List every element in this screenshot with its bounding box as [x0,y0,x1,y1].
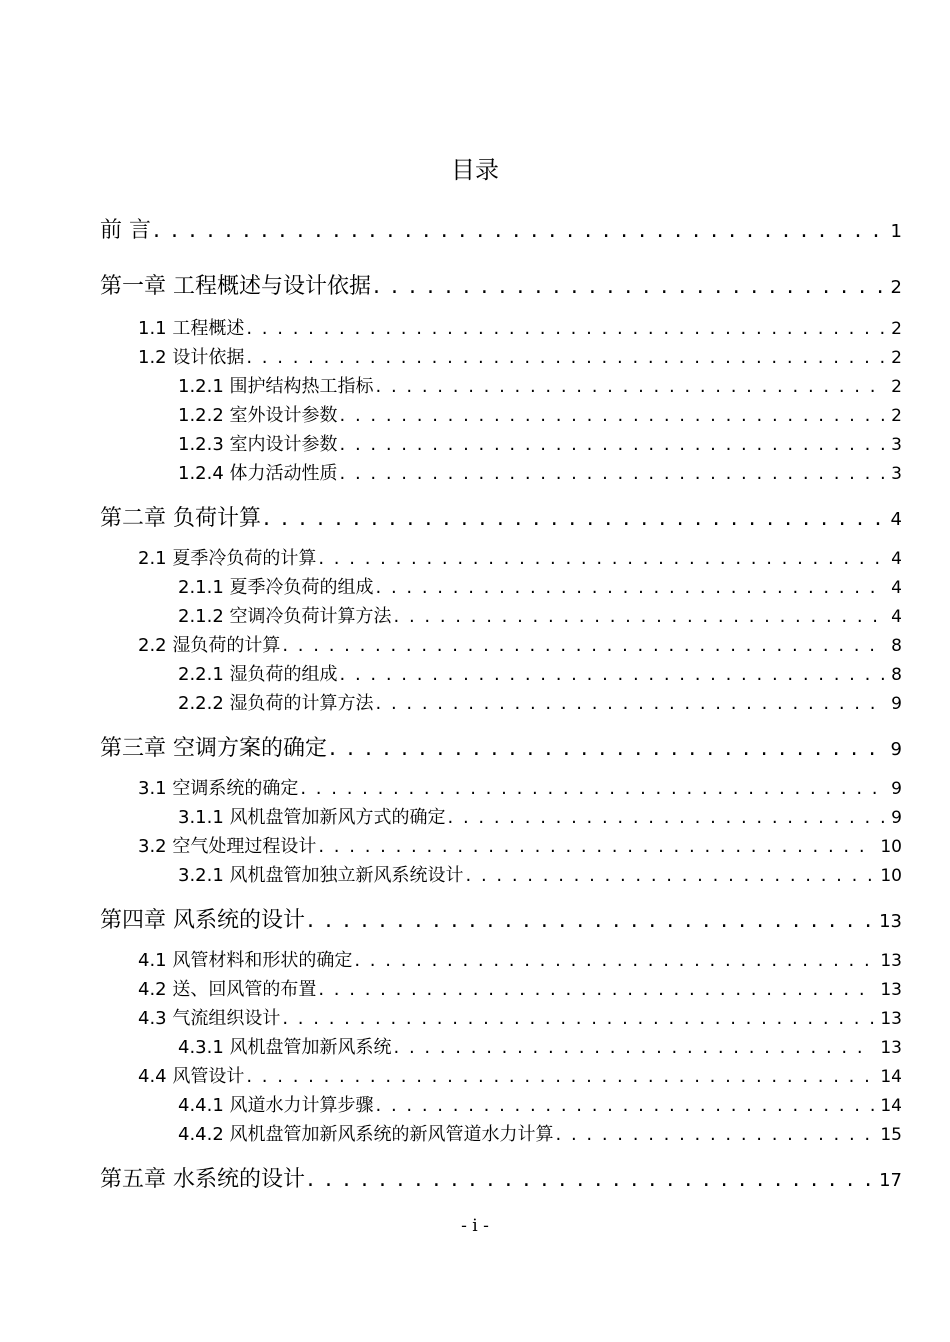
toc-entry[interactable] [178,459,902,487]
dot-leader [282,1008,874,1029]
dot-leader [394,606,886,627]
dot-leader [376,376,886,397]
dot-leader [376,693,886,714]
dot-leader [153,218,885,243]
toc-entry[interactable] [178,430,902,458]
toc-entry-text: 4.1 风管材料和形状的确定 [138,950,353,971]
toc-entry[interactable] [100,903,902,937]
toc-page-number: 9 [891,808,902,828]
toc-entry-text: 3.2.1 风机盘管加独立新风系统设计 [178,865,464,886]
toc-page-number: 3 [891,435,902,455]
toc-entry-text: 第二章 负荷计算 [100,506,261,531]
dot-leader [340,463,886,484]
page-number-footer: - i - [461,1216,489,1236]
dot-leader [329,736,885,761]
dot-leader [376,577,886,598]
toc-entry[interactable] [178,401,902,429]
toc-entry-text: 前 言 [100,218,151,243]
toc-entry-text: 1.2.2 室外设计参数 [178,405,338,426]
toc-page-number: 13 [880,980,902,1000]
toc-page-number: 9 [891,694,902,714]
toc-entry-text: 1.2.1 围护结构热工指标 [178,376,374,397]
toc-entry-text: 1.2.3 室内设计参数 [178,434,338,455]
dot-leader [340,434,886,455]
toc-entry-text: 第三章 空调方案的确定 [100,736,327,761]
toc-entry[interactable] [100,213,902,247]
toc-entry[interactable] [138,1062,902,1090]
toc-page-number: 14 [880,1096,902,1116]
toc-entry-text: 4.2 送、回风管的布置 [138,979,317,1000]
toc-entry[interactable] [138,946,902,974]
toc-page-number: 8 [891,636,902,656]
toc-page-number: 13 [880,1038,902,1058]
toc-entry-text: 2.2 湿负荷的计算 [138,635,281,656]
dot-leader [318,979,874,1000]
toc-entry[interactable] [138,343,902,371]
toc-page-number: 13 [880,1009,902,1029]
dot-leader [246,318,885,339]
toc-entry-text: 4.4.2 风机盘管加新风系统的新风管道水力计算 [178,1124,554,1145]
toc-entry[interactable] [138,774,902,802]
toc-entry[interactable] [178,602,902,630]
toc-page-number: 4 [890,509,902,530]
toc-entry-text: 2.1.2 空调冷负荷计算方法 [178,606,392,627]
toc-page-number: 10 [880,866,902,886]
toc-entry[interactable] [100,501,902,535]
toc-page-number: 3 [891,464,902,484]
toc-entry[interactable] [178,573,902,601]
toc-entry[interactable] [100,1162,902,1196]
toc-entry-text: 3.1 空调系统的确定 [138,778,299,799]
toc-entry-text: 第四章 风系统的设计 [100,908,305,933]
dot-leader [263,506,885,531]
toc-entry[interactable] [138,832,902,860]
dot-leader [340,405,886,426]
toc-entry-text: 3.1.1 风机盘管加新风方式的确定 [178,807,446,828]
dot-leader [300,778,885,799]
toc-page-number: 4 [891,607,902,627]
toc-entry-text: 3.2 空气处理过程设计 [138,836,317,857]
dot-leader [318,836,874,857]
toc-page-number: 9 [891,779,902,799]
toc-page-number: 2 [891,406,902,426]
dot-leader [373,274,885,299]
toc-entry[interactable] [178,372,902,400]
dot-leader [466,865,875,886]
toc-entry-text: 4.4 风管设计 [138,1066,245,1087]
toc-page-number: 2 [891,348,902,368]
toc-entry-text: 第一章 工程概述与设计依据 [100,274,371,299]
toc-page-number: 1 [890,221,902,242]
toc-page-number: 15 [880,1125,902,1145]
toc-entry[interactable] [178,660,902,688]
toc-page-number: 13 [880,951,902,971]
dot-leader [376,1095,875,1116]
toc-page-number: 14 [880,1067,902,1087]
dot-leader [307,908,873,933]
toc-entry-text: 1.2 设计依据 [138,347,245,368]
toc-entry[interactable] [138,544,902,572]
dot-leader [246,1066,874,1087]
toc-entry[interactable] [138,631,902,659]
toc-entry-text: 2.1 夏季冷负荷的计算 [138,548,317,569]
toc-page-number: 2 [891,377,902,397]
toc-entry[interactable] [178,1033,902,1061]
toc-entry-text: 1.2.4 体力活动性质 [178,463,338,484]
dot-leader [318,548,885,569]
dot-leader [246,347,885,368]
toc-page-number: 2 [890,277,902,298]
toc-entry[interactable] [100,731,902,765]
dot-leader [556,1124,875,1145]
dot-leader [394,1037,875,1058]
toc-page-number: 4 [891,578,902,598]
toc-entry-text: 4.3.1 风机盘管加新风系统 [178,1037,392,1058]
toc-page-number: 4 [891,549,902,569]
dot-leader [340,664,886,685]
toc-entry-text: 1.1 工程概述 [138,318,245,339]
toc-entry[interactable] [100,269,902,303]
dot-leader [282,635,885,656]
toc-title: 目录 [451,156,499,184]
toc-entry-text: 2.2.1 湿负荷的组成 [178,664,338,685]
toc-entry[interactable] [178,1091,902,1119]
toc-page-number: 2 [891,319,902,339]
dot-leader [448,807,886,828]
toc-entry[interactable] [178,1120,902,1148]
toc-page-number: 13 [879,911,902,932]
toc-entry-text: 2.1.1 夏季冷负荷的组成 [178,577,374,598]
toc-entry-text: 第五章 水系统的设计 [100,1167,305,1192]
toc-entry[interactable] [138,314,902,342]
toc-entry[interactable] [178,861,902,889]
toc-entry[interactable] [138,975,902,1003]
toc-entry[interactable] [178,803,902,831]
toc-entry[interactable] [138,1004,902,1032]
toc-page-number: 17 [879,1170,902,1191]
dot-leader [354,950,874,971]
toc-entry-text: 4.4.1 风道水力计算步骤 [178,1095,374,1116]
toc-entry[interactable] [178,689,902,717]
dot-leader [307,1167,873,1192]
toc-page-number: 10 [880,837,902,857]
toc-page-number: 9 [890,739,902,760]
toc-entry-text: 4.3 气流组织设计 [138,1008,281,1029]
toc-page-number: 8 [891,665,902,685]
toc-entry-text: 2.2.2 湿负荷的计算方法 [178,693,374,714]
